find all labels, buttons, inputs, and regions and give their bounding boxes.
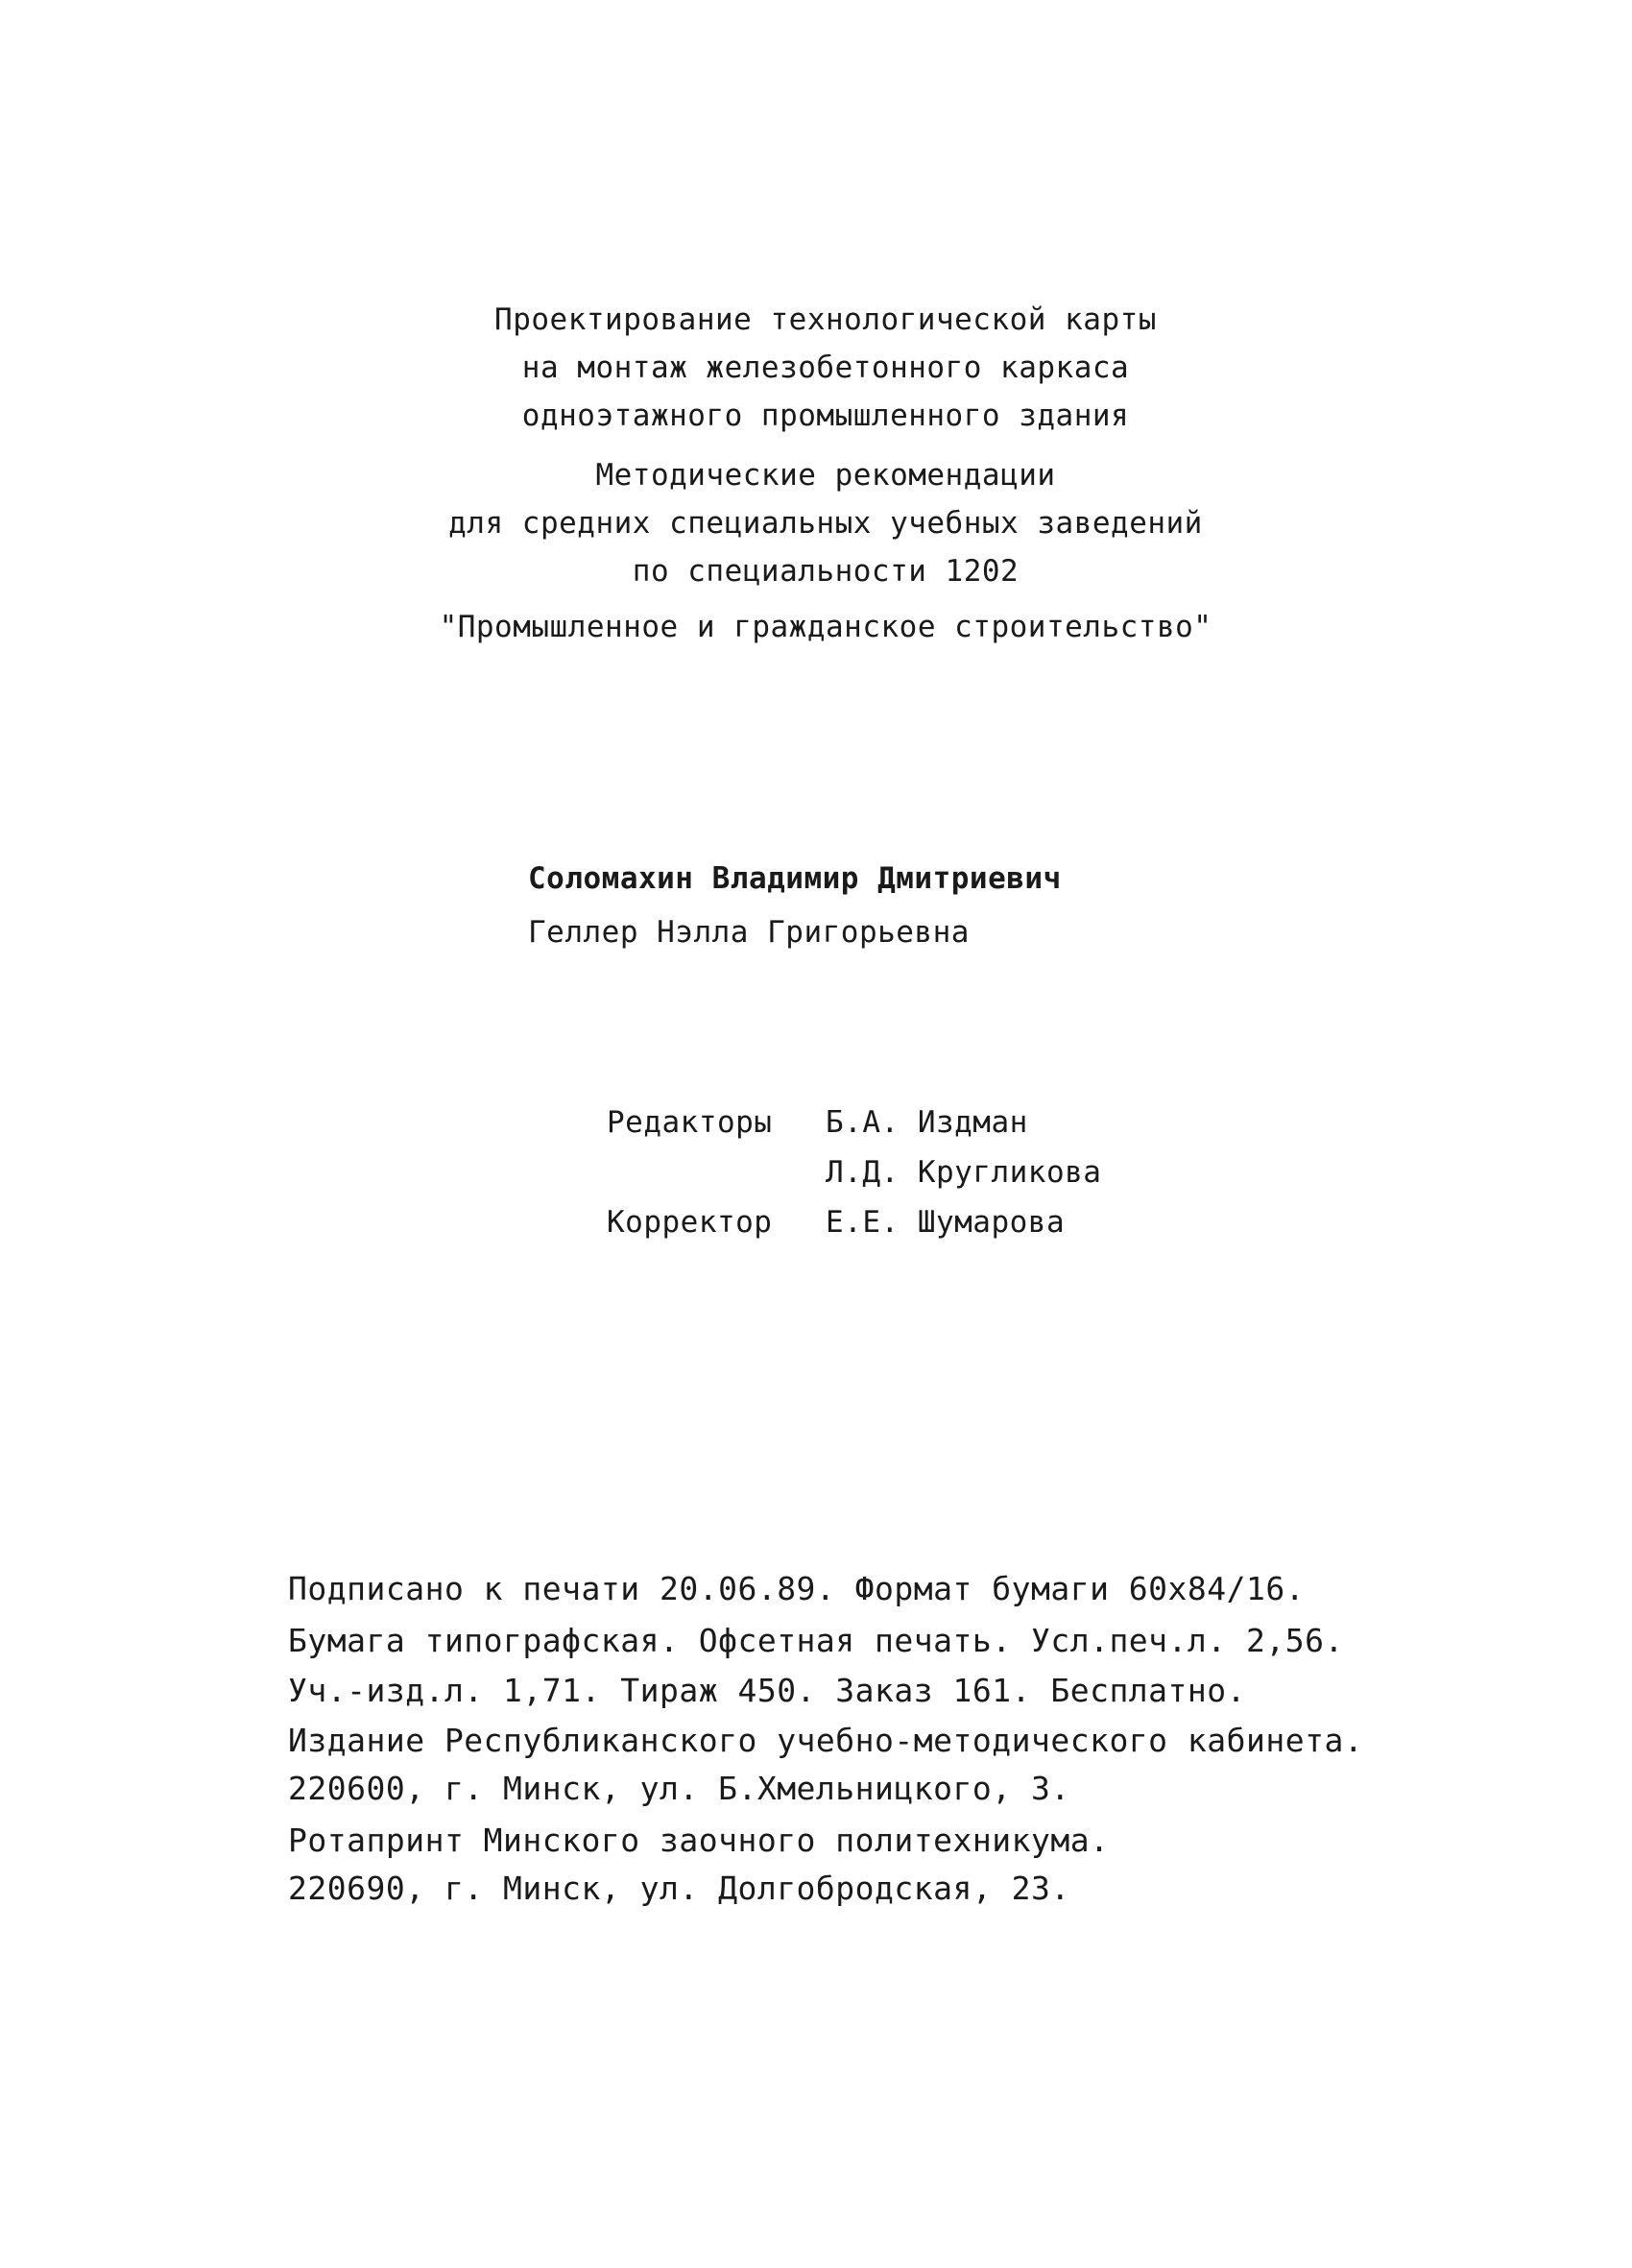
author-2: Геллер Нэлла Григорьевна [528,915,970,950]
editor-name-2: Л.Д. Кругликова [826,1155,1102,1190]
imprint-line-6: Ротапринт Минского заочного политехникума. [288,1822,1110,1859]
imprint-line-7: 220690, г. Минск, ул. Долгобродская, 23. [288,1870,1070,1907]
subtitle-line-3: по специальности 1202 [632,554,1020,589]
editors-label: Редакторы [607,1105,773,1140]
title-line-3: одноэтажного промышленного здания [521,398,1130,433]
subtitle-line-4: "Промышленное и гражданское строительство" [439,610,1212,644]
imprint-line-1: Подписано к печати 20.06.89. Формат бумаги 60х84/16. [288,1570,1306,1607]
imprint-line-4: Издание Республиканского учебно-методического кабинета. [288,1722,1364,1759]
author-1: Соломахин Владимир Дмитриевич [528,861,1062,896]
imprint-line-3: Уч.-изд.л. 1,71. Тираж 450. Заказ 161. Бесплатно. [288,1672,1247,1709]
subtitle-line-1: Методические рекомендации [595,458,1056,493]
editor-name-1: Б.А. Издман [826,1105,1028,1140]
corrector-name: Е.Е. Шумарова [826,1205,1066,1240]
corrector-label: Корректор [607,1205,773,1240]
subtitle-line-2: для средних специальных учебных заведений [448,506,1203,541]
title-line-2: на монтаж железобетонного каркаса [521,350,1130,385]
title-line-1: Проектирование технологической карты [494,302,1157,337]
imprint-line-5: 220600, г. Минск, ул. Б.Хмельницкого, 3. [288,1770,1070,1807]
imprint-line-2: Бумага типографская. Офсетная печать. Усл.печ.л. 2,56. [288,1622,1344,1659]
